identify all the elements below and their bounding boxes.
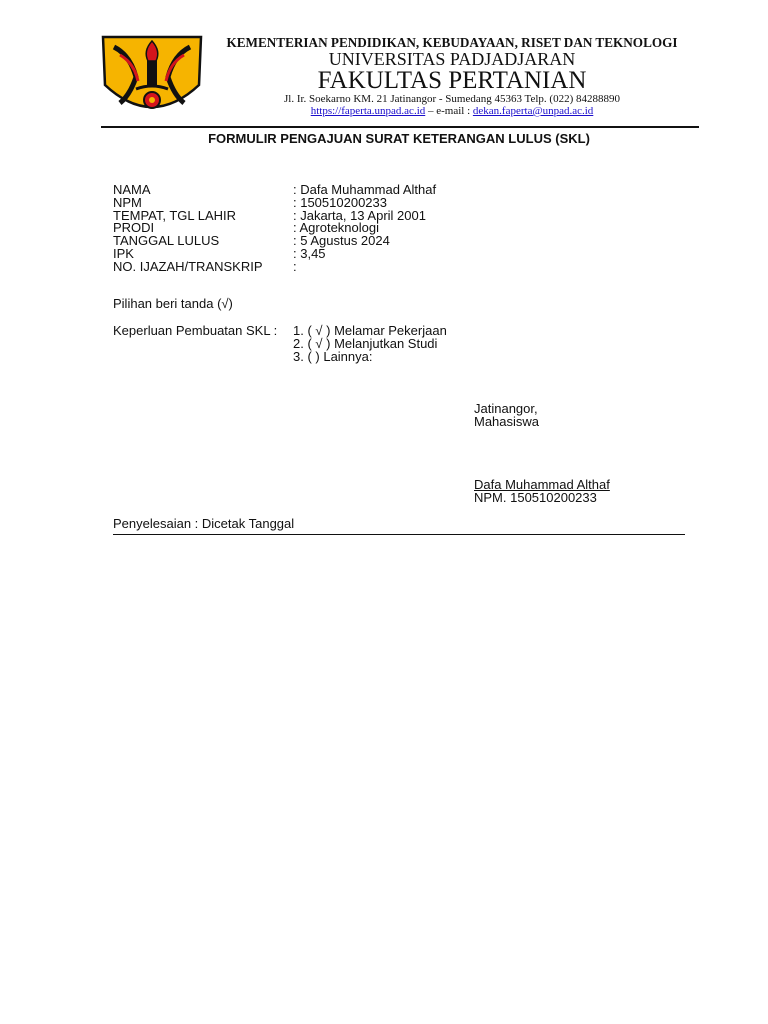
signature-role: Mahasiswa [474,414,540,429]
field-value-nama: : Dafa Muhammad Althaf [293,182,437,197]
faculty-name: FAKULTAS PERTANIAN [317,67,587,94]
field-value-birth: : Jakarta, 13 April 2001 [293,208,426,223]
field-label-ijazah: NO. IJAZAH/TRANSKRIP [113,259,263,274]
header-divider [101,126,699,128]
form-title: FORMULIR PENGAJUAN SURAT KETERANGAN LULUS (SKL) [208,131,590,146]
field-label-npm: NPM [113,195,142,210]
completion-text: Penyelesaian : Dicetak Tanggal [113,516,295,531]
field-label-ipk: IPK [113,246,134,261]
email-link[interactable]: dekan.faperta@unpad.ac.id [472,105,594,117]
field-value-prodi: : Agroteknologi [293,220,380,235]
field-label-tanggal-lulus: TANGGAL LULUS [113,233,220,248]
purpose-label: Keperluan Pembuatan SKL : [113,323,278,338]
field-value-ipk: : 3,45 [293,246,326,261]
purpose-option-1: 1. ( √ ) Melamar Pekerjaan [293,323,447,338]
field-value-tanggal-lulus: : 5 Agustus 2024 [293,233,390,248]
signature-name: Dafa Muhammad Althaf [474,477,610,492]
field-value-npm: : 150510200233 [293,195,387,210]
signature-place: Jatinangor, [474,401,538,416]
footer-divider [113,534,685,535]
signature-npm: NPM. 150510200233 [474,490,597,505]
address-line: Jl. Ir. Soekarno KM. 21 Jatinangor - Sumedang 45363 Telp. (022) 84288890 [283,93,621,105]
field-label-nama: NAMA [113,182,151,197]
website-link[interactable]: https://faperta.unpad.ac.id [310,105,426,117]
ministry-name: KEMENTERIAN PENDIDIKAN, KEBUDAYAAN, RISET DAN TEKNOLOGI [226,35,678,50]
university-name: UNIVERSITAS PADJADJARAN [328,49,576,69]
email-separator: – e-mail : [425,105,473,117]
contact-line [311,105,594,117]
field-label-prodi: PRODI [113,220,155,235]
unpad-logo-icon [100,33,204,119]
purpose-option-2: 2. ( √ ) Melanjutkan Studi [293,336,438,351]
purpose-option-3: 3. ( ) Lainnya: [293,349,373,364]
field-label-birth: TEMPAT, TGL LAHIR [113,208,237,223]
field-value-ijazah: : [293,259,297,274]
instruction-text: Pilihan beri tanda (√) [113,296,233,311]
